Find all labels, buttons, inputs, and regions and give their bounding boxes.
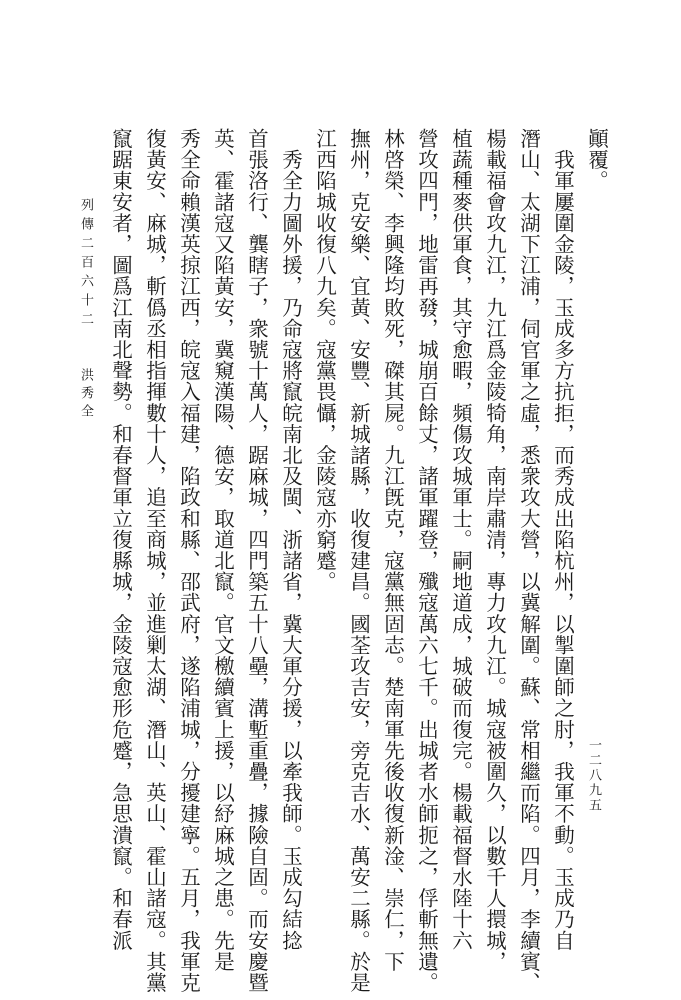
running-header-name: 洪秀全	[78, 368, 93, 422]
text-column-13: 秀全命賴漢英掠江西，皖寇入福建，陷政和縣、邵武府，遂陷浦城，分擾建寧。五月，我軍克	[176, 128, 201, 994]
text-column-5: 植蔬種麥供軍食，其守愈暇，頻傷攻城軍士。嗣地道成，城破而復完。楊載福督水陸十六	[448, 128, 473, 951]
text-column-4: 楊載福會攻九江，九江爲金陵犄角，南岸肅清，專力攻九江。城寇被圍久，以數千人擐城，	[482, 128, 507, 972]
text-column-2: 我軍屢圍金陵，玉成多方抗拒，而秀成出陷杭州，以掣圍師之肘，我軍不動。玉成乃自	[550, 128, 575, 951]
text-column-9: 江西陷城收復八九矣。寇黨畏懾，金陵寇亦窮蹙。	[312, 128, 337, 593]
text-column-8: 撫州，克安樂、宜黃、安豐、新城諸縣，收復建昌。國荃攻吉安，旁克吉水、萬安二縣。於是	[346, 128, 371, 994]
text-column-7: 林啓榮、李興隆均敗死，磔其屍。九江旣克，寇黨無固志。楚南軍先後收復新淦、崇仁，下	[380, 128, 405, 972]
text-column-15: 竄踞東安者，圖爲江南北聲勢。和春督軍立復縣城，金陵寇愈形危蹙，急思潰竄。和春派	[108, 128, 133, 951]
text-column-14: 復黃安、麻城，斬僞丞相指揮數十人，追至商城，並進剿太湖、潛山、英山、霍山諸寇。其黨	[142, 128, 167, 994]
text-column-11: 首張洛行、龔瞎子，衆號十萬人，踞麻城，四門築五十八壘，溝塹重疊，據險自固。而安慶暨	[244, 128, 269, 994]
running-header-section: 列傳二百六十二	[78, 198, 93, 331]
text-column-1: 顚覆。	[584, 128, 609, 192]
text-column-10: 秀全力圖外援，乃命寇將竄皖南北及閩、浙諸省，冀大軍分援，以牽我師。玉成勾結捻	[278, 128, 303, 951]
page-number: 一二八九五	[586, 738, 601, 813]
text-column-6: 營攻四門，地雷再發，城崩百餘丈，諸軍躍登，殲寇萬六七千。出城者水師扼之，俘斬無遺。	[414, 128, 439, 994]
text-column-3: 潛山、太湖下江浦，伺官軍之虛，悉衆攻大營，以冀解圍。蘇、常相繼而陷。四月，李續賓、	[516, 128, 541, 994]
text-column-12: 英、霍諸寇又陷黃安，冀窺漢陽、德安，取道北竄。官文檄續賓上援，以紓麻城之患。先是	[210, 128, 235, 972]
